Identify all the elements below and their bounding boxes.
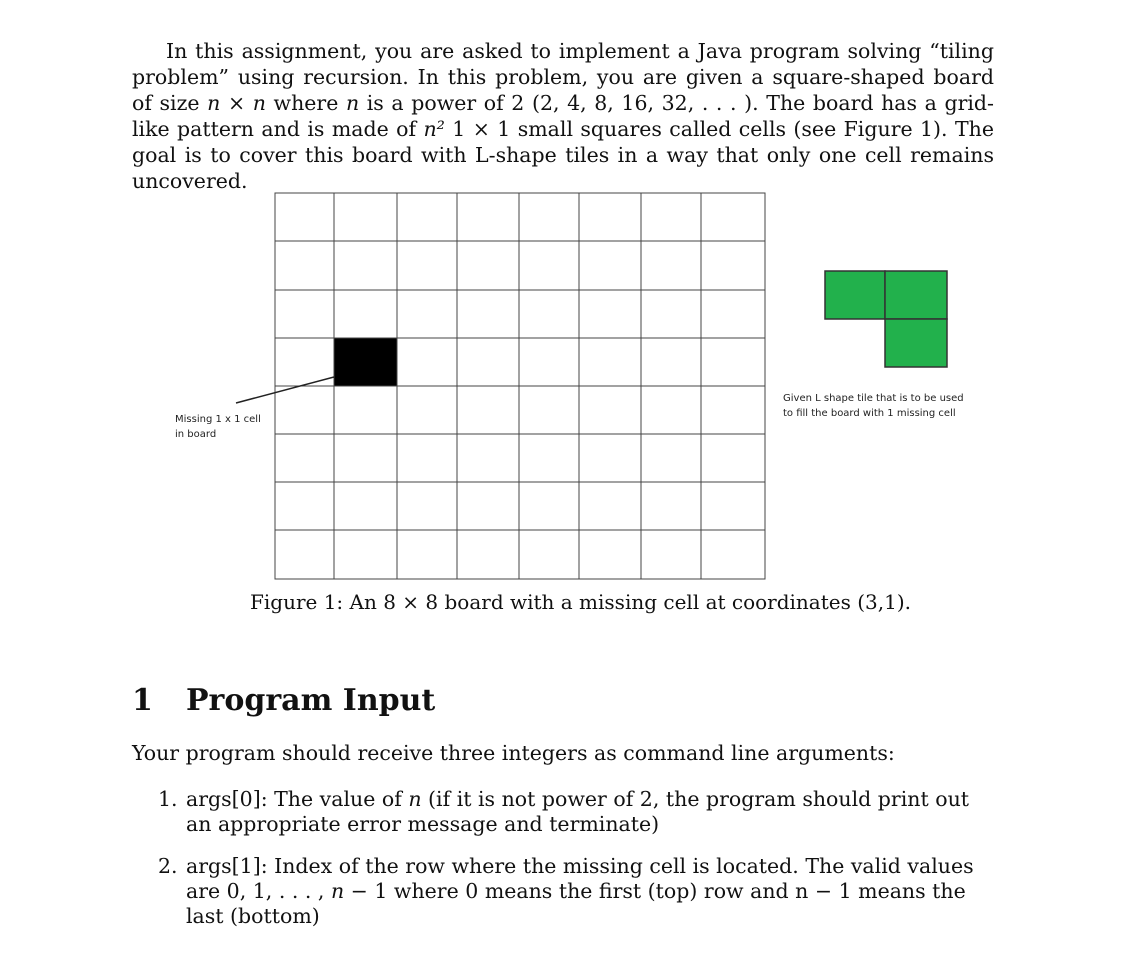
- board-cell: [701, 193, 765, 241]
- arg-text-b: − 1 where 0 means the first (top) row and n − 1 means the last (bottom): [186, 879, 966, 928]
- intro-text-1: In this assignment, you are asked to implement a Java program solving “tiling problem” using recursion. In this problem, you are given a square-shaped board of size: [132, 39, 994, 115]
- board-cell: [519, 338, 579, 386]
- board-cell: [275, 482, 334, 530]
- board-cell: [275, 193, 334, 241]
- section-title: Program Input: [186, 683, 436, 718]
- board-cell: [457, 290, 519, 338]
- board-cell: [275, 290, 334, 338]
- board-cell: [334, 290, 397, 338]
- intro-text-3: is a power of 2 (2, 4, 8, 16, 32, . . . ). The board has a grid-like pattern and is made of: [132, 91, 994, 141]
- figure-caption: Figure 1: An 8 × 8 board with a missing cell at coordinates (3,1).: [250, 590, 911, 614]
- board-cell: [519, 241, 579, 290]
- board-cell: [457, 482, 519, 530]
- board-cell: [397, 290, 457, 338]
- board-cell: [701, 386, 765, 434]
- board-cell: [334, 193, 397, 241]
- board-cell: [457, 193, 519, 241]
- list-item: [158, 854, 988, 929]
- arg-text-a: args[0]: The value of: [186, 787, 409, 811]
- board-cell: [519, 290, 579, 338]
- board-cell: [397, 193, 457, 241]
- board-cell: [701, 434, 765, 482]
- n-symbol: n: [345, 91, 360, 115]
- tile-label-line1: Given L shape tile that is to be used: [783, 393, 964, 404]
- board-cell: [641, 241, 701, 290]
- section-heading: [132, 683, 435, 718]
- board-cell: [457, 241, 519, 290]
- board-cell: [701, 338, 765, 386]
- board-cell: [397, 386, 457, 434]
- board-cell: [519, 530, 579, 579]
- board-cell: [641, 290, 701, 338]
- board-cell: [579, 193, 641, 241]
- n-symbol: n: [330, 879, 345, 903]
- board-cell: [519, 193, 579, 241]
- board-cell: [275, 530, 334, 579]
- board-cell: [334, 482, 397, 530]
- board-cell: [641, 482, 701, 530]
- board-cell: [397, 482, 457, 530]
- board-cell: [579, 530, 641, 579]
- missing-cell: [334, 338, 397, 386]
- board-cell: [334, 241, 397, 290]
- board-cell: [397, 241, 457, 290]
- board-cell: [641, 386, 701, 434]
- input-description: Your program should receive three integers as command line arguments:: [132, 741, 895, 765]
- board-cell: [334, 434, 397, 482]
- missing-cell-label-line2: in board: [175, 429, 217, 440]
- cells-expression: n²: [423, 117, 445, 141]
- board-cell: [457, 386, 519, 434]
- board-cell: [519, 434, 579, 482]
- board-cell: [275, 386, 334, 434]
- intro-text-2: where: [265, 91, 346, 115]
- tile-cell-bottom-right: [885, 319, 947, 367]
- board-cell: [275, 434, 334, 482]
- intro-text-4: 1 × 1 small squares called cells (see Figure 1). The goal is to cover this board with L-shape tiles in a way that only one cell remains uncovered.: [132, 117, 994, 193]
- board-cell: [334, 386, 397, 434]
- board-cell: [397, 530, 457, 579]
- list-item: [158, 787, 988, 837]
- size-expression: n × n: [207, 91, 266, 115]
- l-shape-tile: [825, 271, 947, 367]
- board-cell: [457, 530, 519, 579]
- board-cell: [579, 482, 641, 530]
- board-cell: [641, 434, 701, 482]
- board-cell: [641, 193, 701, 241]
- board-cell: [641, 338, 701, 386]
- args-list: [158, 787, 988, 946]
- board-cell: [641, 530, 701, 579]
- n-symbol: n: [408, 787, 422, 811]
- tile-label-line2: to fill the board with 1 missing cell: [783, 408, 956, 419]
- list-item-number: 1.: [158, 787, 178, 811]
- board-cell: [334, 530, 397, 579]
- board-cell: [519, 482, 579, 530]
- tile-cell-top-left: [825, 271, 885, 319]
- board-cell: [701, 530, 765, 579]
- board-cell: [579, 386, 641, 434]
- board-cell: [519, 386, 579, 434]
- board-cell: [579, 338, 641, 386]
- section-number: 1: [132, 683, 153, 718]
- board-cell: [457, 434, 519, 482]
- board-cell: [701, 290, 765, 338]
- arg-text-b: (if it is not power of 2, the program should print out an appropriate error message and terminate): [186, 787, 970, 836]
- board-cell: [397, 338, 457, 386]
- board-cell: [701, 241, 765, 290]
- board-cell: [579, 241, 641, 290]
- list-item-number: 2.: [158, 854, 178, 878]
- board-cell: [397, 434, 457, 482]
- board-cell: [457, 338, 519, 386]
- missing-cell-label-line1: Missing 1 x 1 cell: [175, 414, 261, 425]
- board-cell: [579, 434, 641, 482]
- board-grid: [275, 193, 765, 579]
- tile-cell-top-right: [885, 271, 947, 319]
- board-cell: [275, 241, 334, 290]
- board-cell: [579, 290, 641, 338]
- board-cell: [701, 482, 765, 530]
- arg-text-a: args[1]: Index of the row where the missing cell is located. The valid values are 0, 1, . . . ,: [186, 854, 974, 903]
